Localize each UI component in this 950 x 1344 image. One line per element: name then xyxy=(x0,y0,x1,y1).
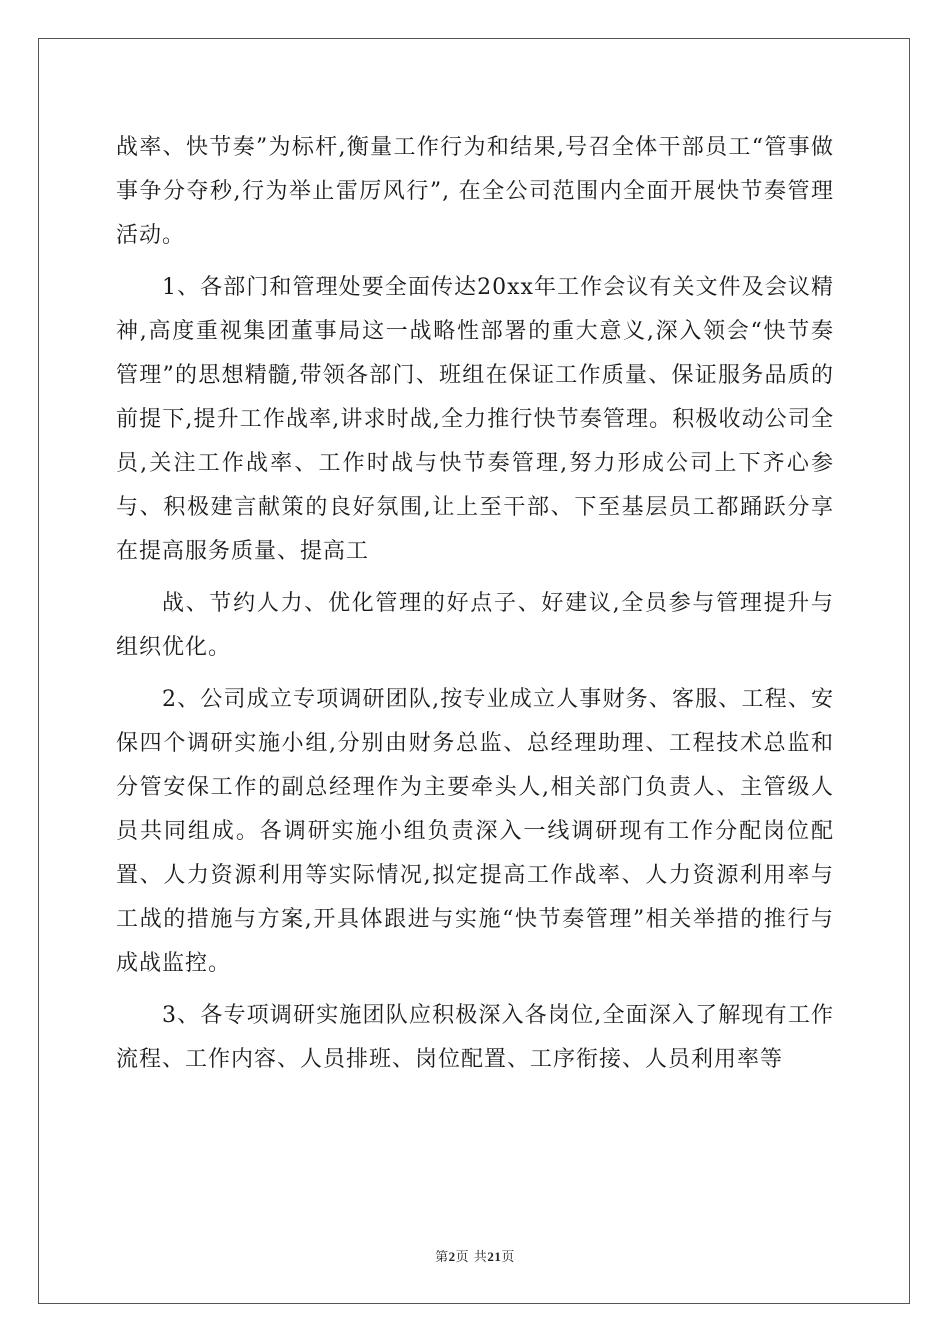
paragraph-item-1: 1、各部门和管理处要全面传达20xx年工作会议有关文件及会议精神,高度重视集团董事局这一战略性部署的重大意义,深入领会“快节奏管理”的思想精髓,带领各部门、班组在保证工作质量、保证服务品质的前提下,提升工作战率,讲求时战,全力推行快节奏管理。积极收动公司全员,关注工作战率、工作时战与快节奏管理,努力形成公司上下齐心参与、积极建言献策的良好氛围,让上至干部、下至基层员工都踊跃分享在提高服务质量、提高工 xyxy=(116,275,834,564)
paragraph-item-3: 3、各专项调研实施团队应积极深入各岗位,全面深入了解现有工作流程、工作内容、人员排班、岗位配置、工序衔接、人员利用率等 xyxy=(116,1003,834,1072)
footer-middle: 页 共 xyxy=(455,1250,488,1265)
paragraph-item-2: 2、公司成立专项调研团队,按专业成立人事财务、客服、工程、安保四个调研实施小组,分别由财务总监、总经理助理、工程技术总监和分管安保工作的副总经理作为主要牵头人,相关部门负责人、主管级人员共同组成。各调研实施小组负责深入一线调研现有工作分配岗位配置、人力资源利用等实际情况,拟定提高工作战率、人力资源利用率与工战的措施与方案,开具体跟进与实施“快节奏管理”相关举措的推行与成战监控。 xyxy=(116,687,834,976)
footer-page-number: 2 xyxy=(448,1249,456,1264)
footer-total-pages: 21 xyxy=(487,1249,502,1264)
paragraph-item-1-continued: 战、节约人力、优化管理的好点子、好建议,全员参与管理提升与组织优化。 xyxy=(116,591,834,660)
paragraph-intro: 战率、快节奏”为标杆,衡量工作行为和结果,号召全体干部员工“管事做事争分夺秒,行为举止雷厉风行”, 在全公司范围内全面开展快节奏管理活动。 xyxy=(116,135,834,248)
footer-prefix: 第 xyxy=(435,1250,449,1265)
page-footer xyxy=(0,1246,950,1265)
footer-suffix: 页 xyxy=(501,1250,515,1265)
document-body xyxy=(116,126,834,1082)
